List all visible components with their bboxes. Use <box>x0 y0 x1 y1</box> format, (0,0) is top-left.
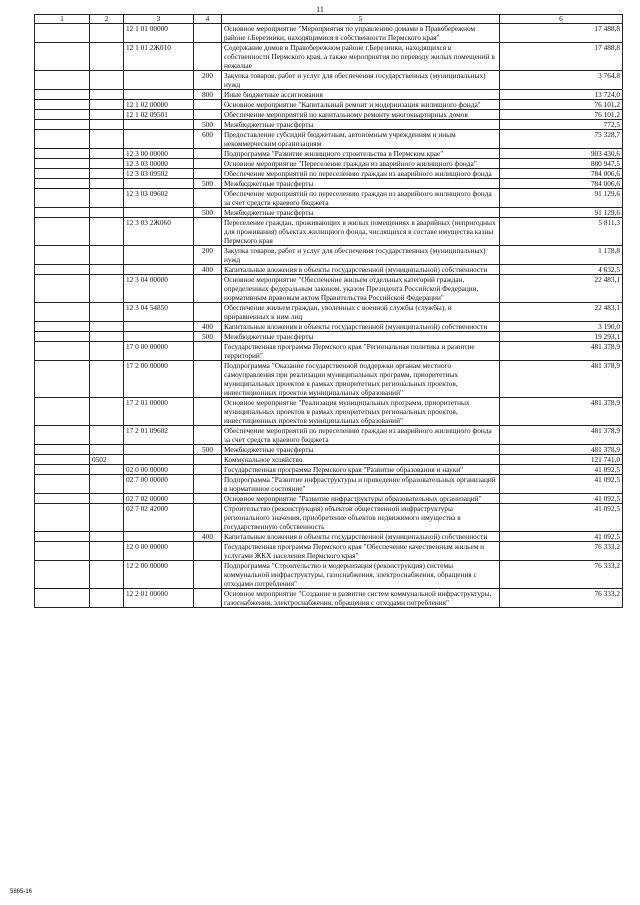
item-name: Основное мероприятие "Мероприятия по управлению домами в Правобережном районе г.Березники, находящимися в собственности Пермского края" <box>222 24 500 43</box>
section-code <box>90 322 124 332</box>
table-row <box>35 361 623 398</box>
empty-cell <box>35 24 90 43</box>
section-code <box>90 532 124 542</box>
target-article-code <box>124 71 194 90</box>
item-name: Подпрограмма "Развитие жилищного строительства в Пермском крае" <box>222 149 500 159</box>
table-row <box>35 43 623 71</box>
amount: 3 764,8 <box>500 71 623 90</box>
section-code <box>90 71 124 90</box>
target-article-code: 02 7 02 42000 <box>124 504 194 532</box>
empty-cell <box>35 71 90 90</box>
table-row <box>35 100 623 110</box>
expense-type-code: 500 <box>194 179 222 189</box>
empty-cell <box>35 589 90 608</box>
column-number-row <box>35 15 623 24</box>
empty-cell <box>35 332 90 342</box>
table-row <box>35 445 623 455</box>
expense-type-code <box>194 542 222 561</box>
item-name: Закупка товаров, работ и услуг для обеспечения государственных (муниципальных) нужд <box>222 246 500 265</box>
section-code <box>90 275 124 303</box>
table-row <box>35 265 623 275</box>
section-code <box>90 43 124 71</box>
amount: 41 092,5 <box>500 465 623 475</box>
footer-code: 5865-16 <box>10 889 33 895</box>
expense-type-code: 500 <box>194 208 222 218</box>
item-name: Межбюджетные трансферты <box>222 120 500 130</box>
table-row <box>35 120 623 130</box>
amount: 3 190,0 <box>500 322 623 332</box>
expense-type-code <box>194 398 222 426</box>
section-code <box>90 24 124 43</box>
amount: 76 333,2 <box>500 589 623 608</box>
expense-type-code <box>194 465 222 475</box>
expense-type-code <box>194 149 222 159</box>
item-name: Подпрограмма "Развитие инфраструктуры и приведение образовательных организаций в нормативное состояние" <box>222 475 500 494</box>
amount: 481 378,9 <box>500 398 623 426</box>
table-row <box>35 589 623 608</box>
table-row <box>35 303 623 322</box>
table-row <box>35 398 623 426</box>
expense-type-code <box>194 561 222 589</box>
target-article-code <box>124 208 194 218</box>
expense-type-code <box>194 361 222 398</box>
target-article-code <box>124 445 194 455</box>
empty-cell <box>35 445 90 455</box>
empty-cell <box>35 532 90 542</box>
section-code <box>90 342 124 361</box>
target-article-code <box>124 90 194 100</box>
amount: 76 333,2 <box>500 561 623 589</box>
target-article-code: 12 3 04 00000 <box>124 275 194 303</box>
expense-type-code: 800 <box>194 90 222 100</box>
item-name: Переселение граждан, проживающих в жилых помещениях в аварийных (непригодных для проживания) объектах жилищного фонда, числящихся в составе имущества казны Пермского края <box>222 218 500 246</box>
target-article-code: 02 7 00 00000 <box>124 475 194 494</box>
item-name: Коммунальное хозяйство <box>222 455 500 465</box>
target-article-code: 17 2 01 00000 <box>124 398 194 426</box>
expense-type-code <box>194 494 222 504</box>
expense-type-code: 200 <box>194 71 222 90</box>
item-name: Закупка товаров, работ и услуг для обеспечения государственных (муниципальных) нужд <box>222 71 500 90</box>
section-code <box>90 589 124 608</box>
amount: 784 006,6 <box>500 179 623 189</box>
table-row <box>35 342 623 361</box>
section-code <box>90 179 124 189</box>
table-row <box>35 218 623 246</box>
amount: 22 483,1 <box>500 303 623 322</box>
item-name: Предоставление субсидий бюджетным, автономным учреждениям и иным некоммерческим организациям <box>222 130 500 149</box>
page-number: 11 <box>316 5 324 14</box>
empty-cell <box>35 475 90 494</box>
table-row <box>35 532 623 542</box>
section-code <box>90 475 124 494</box>
section-code: 0502 <box>90 455 124 465</box>
table-row <box>35 542 623 561</box>
expense-type-code: 400 <box>194 322 222 332</box>
target-article-code <box>124 332 194 342</box>
amount: 17 488,8 <box>500 43 623 71</box>
amount: 481 378,9 <box>500 445 623 455</box>
section-code <box>90 265 124 275</box>
item-name: Основное мероприятие "Развитие инфраструктуры образовательных организаций" <box>222 494 500 504</box>
column-number: 5 <box>222 15 500 24</box>
target-article-code: 12 1 02 00000 <box>124 100 194 110</box>
item-name: Основное мероприятие "Реализация муниципальных программ, приоритетных муниципальных проектов в рамках приоритетных региональных проектов, инвестиционных проектов муниципальных образований" <box>222 398 500 426</box>
item-name: Межбюджетные трансферты <box>222 208 500 218</box>
section-code <box>90 159 124 169</box>
section-code <box>90 169 124 179</box>
empty-cell <box>35 100 90 110</box>
table-row <box>35 332 623 342</box>
amount: 772,5 <box>500 120 623 130</box>
table-row <box>35 189 623 208</box>
empty-cell <box>35 90 90 100</box>
amount: 880 947,5 <box>500 159 623 169</box>
amount: 22 483,1 <box>500 275 623 303</box>
section-code <box>90 426 124 445</box>
column-number: 4 <box>194 15 222 24</box>
empty-cell <box>35 361 90 398</box>
section-code <box>90 465 124 475</box>
target-article-code <box>124 179 194 189</box>
item-name: Межбюджетные трансферты <box>222 445 500 455</box>
empty-cell <box>35 426 90 445</box>
amount: 13 724,0 <box>500 90 623 100</box>
table-row <box>35 24 623 43</box>
section-code <box>90 218 124 246</box>
table-row <box>35 90 623 100</box>
item-name: Основное мероприятие "Создание и развитие систем коммунальной инфраструктуры, газоснабжения, электроснабжения, обращения с отходами потребления" <box>222 589 500 608</box>
expense-type-code <box>194 169 222 179</box>
section-code <box>90 110 124 120</box>
section-code <box>90 303 124 322</box>
item-name: Государственная программа Пермского края "Региональная политика и развитие территорий" <box>222 342 500 361</box>
amount: 5 811,3 <box>500 218 623 246</box>
expense-type-code: 400 <box>194 532 222 542</box>
item-name: Капитальные вложения в объекты государственной (муниципальной) собственности <box>222 532 500 542</box>
amount: 481 378,9 <box>500 342 623 361</box>
empty-cell <box>35 265 90 275</box>
item-name: Обеспечение жильем граждан, уволенных с военной службы (службы), и приравненных к ним лиц <box>222 303 500 322</box>
section-code <box>90 208 124 218</box>
expense-type-code: 400 <box>194 265 222 275</box>
expense-type-code: 500 <box>194 332 222 342</box>
expense-type-code <box>194 342 222 361</box>
section-code <box>90 504 124 532</box>
target-article-code: 17 0 00 00000 <box>124 342 194 361</box>
target-article-code: 12 3 00 00000 <box>124 149 194 159</box>
table-row <box>35 465 623 475</box>
target-article-code: 02 7 02 00000 <box>124 494 194 504</box>
target-article-code: 12 3 03 2Ж060 <box>124 218 194 246</box>
target-article-code: 12 2 00 00000 <box>124 561 194 589</box>
empty-cell <box>35 561 90 589</box>
item-name: Обеспечение мероприятий по переселению граждан из аварийного жилищного фонда <box>222 169 500 179</box>
table-row <box>35 275 623 303</box>
table-row <box>35 504 623 532</box>
section-code <box>90 149 124 159</box>
expense-type-code <box>194 159 222 169</box>
target-article-code <box>124 120 194 130</box>
empty-cell <box>35 149 90 159</box>
empty-cell <box>35 189 90 208</box>
table-row <box>35 149 623 159</box>
amount: 91 129,6 <box>500 208 623 218</box>
expense-type-code <box>194 275 222 303</box>
column-number: 6 <box>500 15 623 24</box>
empty-cell <box>35 120 90 130</box>
amount: 17 488,8 <box>500 24 623 43</box>
target-article-code: 12 3 03 09502 <box>124 169 194 179</box>
empty-cell <box>35 218 90 246</box>
amount: 121 741,0 <box>500 455 623 465</box>
item-name: Межбюджетные трансферты <box>222 179 500 189</box>
empty-cell <box>35 179 90 189</box>
item-name: Обеспечение мероприятий по капитальному ремонту многоквартирных домов <box>222 110 500 120</box>
table-row <box>35 494 623 504</box>
item-name: Капитальные вложения в объекты государственной (муниципальной) собственности <box>222 322 500 332</box>
target-article-code <box>124 265 194 275</box>
target-article-code: 12 0 00 00000 <box>124 542 194 561</box>
section-code <box>90 361 124 398</box>
table-row <box>35 159 623 169</box>
target-article-code <box>124 322 194 332</box>
amount: 76 333,2 <box>500 542 623 561</box>
item-name: Основное мероприятие "Капитальный ремонт и модернизация жилищного фонда" <box>222 100 500 110</box>
empty-cell <box>35 246 90 265</box>
empty-cell <box>35 110 90 120</box>
amount: 481 378,9 <box>500 361 623 398</box>
empty-cell <box>35 169 90 179</box>
target-article-code: 12 3 03 09602 <box>124 189 194 208</box>
expense-type-code: 500 <box>194 120 222 130</box>
amount: 481 378,9 <box>500 426 623 445</box>
column-number: 1 <box>35 15 90 24</box>
amount: 91 129,6 <box>500 189 623 208</box>
expense-type-code: 200 <box>194 246 222 265</box>
section-code <box>90 332 124 342</box>
item-name: Основное мероприятие "Обеспечение жильем отдельных категорий граждан, определенных федеральным законом, указом Президента Российской Федерации, нормативным правовым актом Правительства Российской Федерации" <box>222 275 500 303</box>
amount: 41 092,5 <box>500 504 623 532</box>
item-name: Подпрограмма "Оказание государственной поддержки органам местного самоуправления при реализации муниципальных программ, приоритетных муниципальных проектов в рамках приоритетных региональных проектов, инвестиционных проектов муниципальных образований" <box>222 361 500 398</box>
target-article-code <box>124 532 194 542</box>
column-number: 2 <box>90 15 124 24</box>
expense-type-code <box>194 426 222 445</box>
empty-cell <box>35 398 90 426</box>
empty-cell <box>35 455 90 465</box>
target-article-code: 12 2 01 00000 <box>124 589 194 608</box>
table-row <box>35 130 623 149</box>
target-article-code <box>124 246 194 265</box>
target-article-code: 17 2 00 00000 <box>124 361 194 398</box>
amount: 41 092,5 <box>500 475 623 494</box>
target-article-code: 02 0 00 00000 <box>124 465 194 475</box>
table-row <box>35 426 623 445</box>
section-code <box>90 90 124 100</box>
section-code <box>90 561 124 589</box>
table-row <box>35 208 623 218</box>
section-code <box>90 445 124 455</box>
budget-table <box>34 14 623 608</box>
expense-type-code <box>194 504 222 532</box>
empty-cell <box>35 159 90 169</box>
section-code <box>90 130 124 149</box>
section-code <box>90 100 124 110</box>
empty-cell <box>35 504 90 532</box>
item-name: Подпрограмма "Строительство и модернизация (реконструкция) системы коммунальной инфраструктуры, газоснабжения, электроснабжения, обращения с отходами потребления" <box>222 561 500 589</box>
empty-cell <box>35 322 90 332</box>
section-code <box>90 494 124 504</box>
section-code <box>90 398 124 426</box>
empty-cell <box>35 130 90 149</box>
expense-type-code: 500 <box>194 445 222 455</box>
table-row <box>35 475 623 494</box>
expense-type-code <box>194 455 222 465</box>
column-number: 3 <box>124 15 194 24</box>
empty-cell <box>35 342 90 361</box>
expense-type-code <box>194 110 222 120</box>
section-code <box>90 189 124 208</box>
table-row <box>35 179 623 189</box>
target-article-code: 12 3 04 54850 <box>124 303 194 322</box>
empty-cell <box>35 43 90 71</box>
expense-type-code <box>194 303 222 322</box>
target-article-code: 12 1 01 00000 <box>124 24 194 43</box>
amount: 41 092,5 <box>500 494 623 504</box>
section-code <box>90 246 124 265</box>
target-article-code <box>124 455 194 465</box>
amount: 903 430,6 <box>500 149 623 159</box>
empty-cell <box>35 208 90 218</box>
target-article-code: 17 2 01 09602 <box>124 426 194 445</box>
expense-type-code <box>194 475 222 494</box>
expense-type-code <box>194 43 222 71</box>
empty-cell <box>35 303 90 322</box>
item-name: Содержание домов в Правобережном районе г.Березники, находящихся в собственности Пермского края, а также мероприятия по переводу жилых помещений в нежилые <box>222 43 500 71</box>
amount: 75 328,7 <box>500 130 623 149</box>
expense-type-code <box>194 218 222 246</box>
target-article-code <box>124 130 194 149</box>
empty-cell <box>35 542 90 561</box>
empty-cell <box>35 275 90 303</box>
amount: 1 178,8 <box>500 246 623 265</box>
table-row <box>35 455 623 465</box>
section-code <box>90 542 124 561</box>
expense-type-code <box>194 589 222 608</box>
item-name: Капитальные вложения в объекты государственной (муниципальной) собственности <box>222 265 500 275</box>
empty-cell <box>35 494 90 504</box>
table-row <box>35 110 623 120</box>
empty-cell <box>35 465 90 475</box>
amount: 41 092,5 <box>500 532 623 542</box>
item-name: Межбюджетные трансферты <box>222 332 500 342</box>
expense-type-code <box>194 100 222 110</box>
item-name: Основное мероприятие "Переселение граждан из аварийного жилищного фонда" <box>222 159 500 169</box>
item-name: Государственная программа Пермского края "Обеспечение качественным жильем и услугами ЖКХ населения Пермского края" <box>222 542 500 561</box>
amount: 19 293,1 <box>500 332 623 342</box>
expense-type-code <box>194 24 222 43</box>
item-name: Обеспечение мероприятий по переселению граждан из аварийного жилищного фонда за счет средств краевого бюджета <box>222 189 500 208</box>
table-row <box>35 561 623 589</box>
expense-type-code: 600 <box>194 130 222 149</box>
amount: 76 101,2 <box>500 100 623 110</box>
target-article-code: 12 1 01 2Ж010 <box>124 43 194 71</box>
amount: 784 006,6 <box>500 169 623 179</box>
table-row <box>35 322 623 332</box>
section-code <box>90 120 124 130</box>
amount: 76 101,2 <box>500 110 623 120</box>
target-article-code: 12 1 02 09501 <box>124 110 194 120</box>
table-row <box>35 169 623 179</box>
item-name: Государственная программа Пермского края "Развитие образования и науки" <box>222 465 500 475</box>
item-name: Иные бюджетные ассигнования <box>222 90 500 100</box>
expense-type-code <box>194 189 222 208</box>
table-row <box>35 246 623 265</box>
item-name: Строительство (реконструкция) объектов общественной инфраструктуры регионального значения, приобретение объектов недвижимого имущества в государственную собственность <box>222 504 500 532</box>
table-row <box>35 71 623 90</box>
item-name: Обеспечение мероприятий по переселению граждан из аварийного жилищного фонда за счет средств краевого бюджета <box>222 426 500 445</box>
target-article-code: 12 3 03 00000 <box>124 159 194 169</box>
amount: 4 632,5 <box>500 265 623 275</box>
